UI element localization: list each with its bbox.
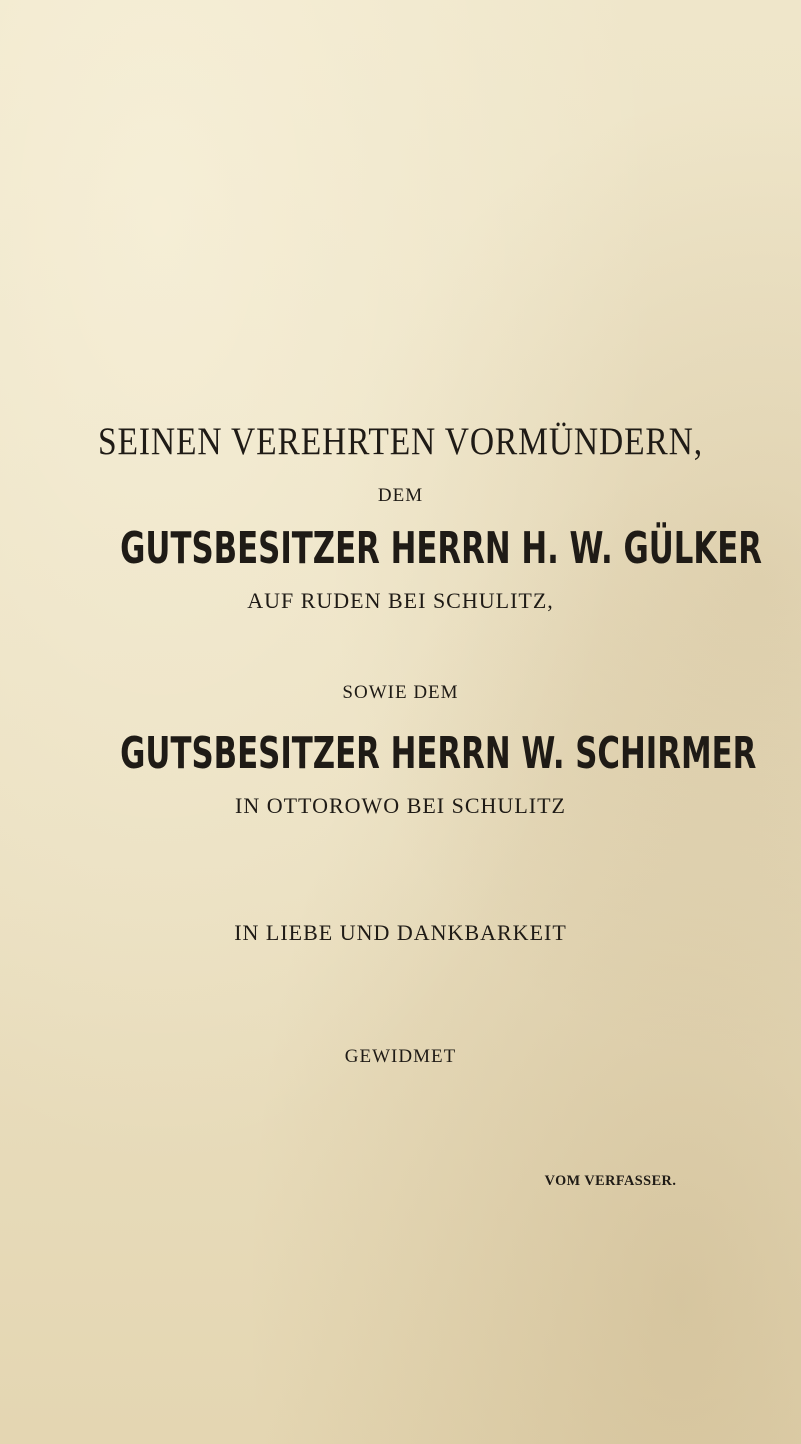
- dedication-signature: VOM VERFASSER.: [544, 1173, 677, 1189]
- dedication-location-ruden: AUF RUDEN BEI SCHULITZ,: [247, 588, 554, 613]
- dedication-name-schirmer: GUTSBESITZER HERRN W. SCHIRMER: [120, 728, 757, 779]
- dedication-name-guelker: GUTSBESITZER HERRN H. W. GÜLKER: [120, 523, 762, 574]
- dedication-line-dem: DEM: [377, 485, 424, 506]
- dedication-line-vormuendern: SEINEN VEREHRTEN VORMÜNDERN,: [97, 420, 703, 463]
- dedication-line-gewidmet: GEWIDMET: [344, 1046, 457, 1067]
- dedication-line-sowie-dem: SOWIE DEM: [342, 682, 459, 703]
- dedication-line-dankbarkeit: IN LIEBE UND DANKBARKEIT: [234, 920, 567, 945]
- dedication-location-ottorowo: IN OTTOROWO BEI SCHULITZ: [235, 793, 566, 818]
